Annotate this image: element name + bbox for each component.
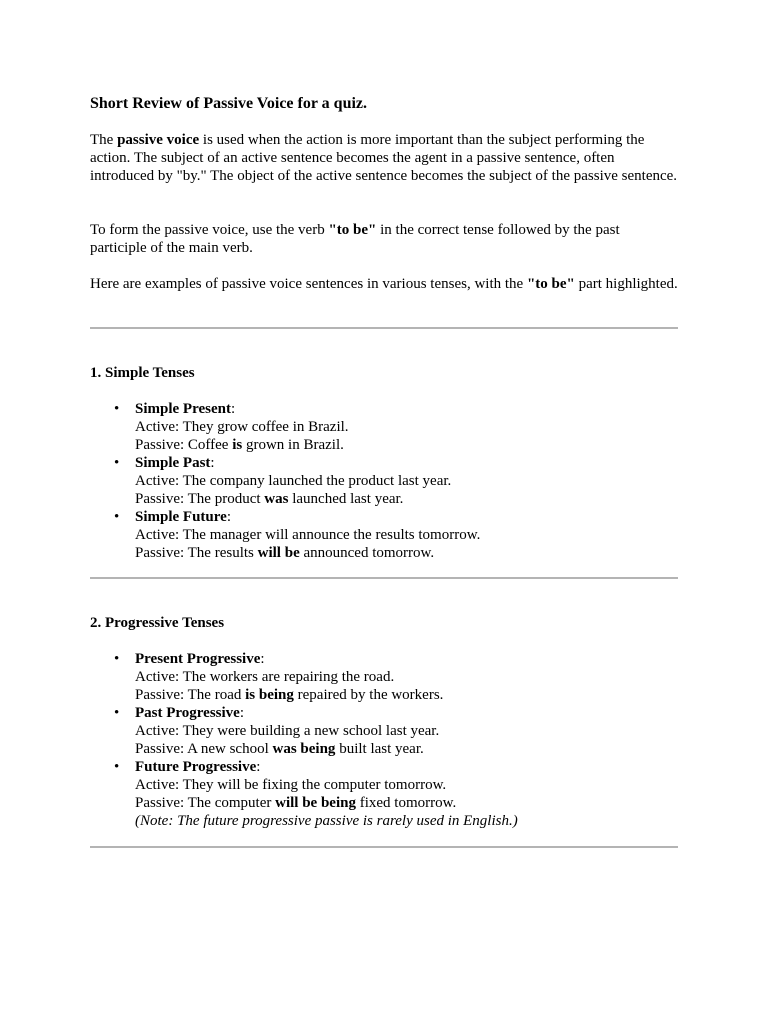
horizontal-divider xyxy=(90,327,678,329)
list-item-future-progressive xyxy=(90,758,678,830)
intro-text: Here are examples of passive voice sentences in various tenses, with the xyxy=(90,276,527,292)
passive-text: Passive: Coffee xyxy=(135,437,233,453)
intro-text: in the correct tense followed by the past participle of the main verb. xyxy=(90,222,620,256)
tense-name: Future Progressive xyxy=(135,759,257,775)
tense-name-line xyxy=(135,650,678,668)
intro-text: The xyxy=(90,132,118,148)
tense-name-line xyxy=(135,454,678,472)
term-passive-voice: passive voice xyxy=(117,132,200,148)
passive-example xyxy=(135,490,678,508)
colon: : xyxy=(256,759,261,775)
passive-example xyxy=(135,436,678,454)
bullet-icon: • xyxy=(114,401,120,417)
simple-tenses-list xyxy=(90,400,678,562)
tense-name-line xyxy=(135,758,678,776)
active-example: Active: They grow coffee in Brazil. xyxy=(135,419,349,435)
passive-example xyxy=(135,544,678,562)
to-be-highlight: will be xyxy=(257,545,300,561)
page-title: Short Review of Passive Voice for a quiz. xyxy=(90,95,368,112)
active-example: Active: They were building a new school last year. xyxy=(135,723,440,739)
section-heading-simple-tenses: 1. Simple Tenses xyxy=(90,365,195,381)
usage-note: (Note: The future progressive passive is rarely used in English.) xyxy=(135,813,518,829)
intro-text: To form the passive voice, use the verb xyxy=(90,222,329,238)
passive-text: fixed tomorrow. xyxy=(355,795,457,811)
to-be-highlight: was xyxy=(264,491,289,507)
tense-name: Simple Future xyxy=(135,509,227,525)
passive-text: Passive: The road xyxy=(135,687,246,703)
tense-name-line xyxy=(135,704,678,722)
tense-name-line xyxy=(135,400,678,418)
intro-text: is used when the action is more important than the subject performing the action. The subject of an active sentence becomes the agent in a passive sentence, often introduced by "by." The object of the active sentence becomes the subject of the passive sentence. xyxy=(90,132,678,184)
intro-paragraph-examples xyxy=(90,275,678,293)
active-example: Active: The workers are repairing the road. xyxy=(135,669,395,685)
horizontal-divider xyxy=(90,577,678,579)
passive-text: Passive: The product xyxy=(135,491,265,507)
bullet-icon: • xyxy=(114,651,120,667)
term-to-be: "to be" xyxy=(328,222,377,238)
active-example: Active: They will be fixing the computer tomorrow. xyxy=(135,777,447,793)
bullet-icon: • xyxy=(114,759,120,775)
intro-text: part highlighted. xyxy=(574,276,678,292)
passive-example xyxy=(135,686,678,704)
term-to-be: "to be" xyxy=(526,276,575,292)
list-item-simple-future xyxy=(90,508,678,562)
passive-text: repaired by the workers. xyxy=(293,687,444,703)
passive-text: built last year. xyxy=(335,741,424,757)
bullet-icon: • xyxy=(114,705,120,721)
passive-text: Passive: The computer xyxy=(135,795,276,811)
passive-text: Passive: The results xyxy=(135,545,258,561)
intro-paragraph-definition xyxy=(90,131,678,185)
colon: : xyxy=(226,509,231,525)
passive-text: grown in Brazil. xyxy=(242,437,344,453)
passive-text: Passive: A new school xyxy=(135,741,273,757)
list-item-past-progressive xyxy=(90,704,678,758)
colon: : xyxy=(230,401,236,417)
tense-name: Present Progressive xyxy=(135,651,261,667)
list-item-simple-past xyxy=(90,454,678,508)
to-be-highlight: is xyxy=(232,437,243,453)
active-example: Active: The manager will announce the results tomorrow. xyxy=(135,527,481,543)
progressive-tenses-list xyxy=(90,650,678,830)
bullet-icon: • xyxy=(114,455,120,471)
tense-name: Simple Present xyxy=(135,401,231,417)
section-heading-progressive-tenses: 2. Progressive Tenses xyxy=(90,615,225,631)
intro-paragraph-formation xyxy=(90,221,678,257)
colon: : xyxy=(210,455,215,471)
tense-name: Past Progressive xyxy=(135,705,240,721)
to-be-highlight: was being xyxy=(272,741,336,757)
colon: : xyxy=(260,651,265,667)
list-item-simple-present xyxy=(90,400,678,454)
list-item-present-progressive xyxy=(90,650,678,704)
passive-example xyxy=(135,794,678,812)
horizontal-divider xyxy=(90,846,678,848)
colon: : xyxy=(239,705,245,721)
tense-name-line xyxy=(135,508,678,526)
active-example: Active: The company launched the product last year. xyxy=(135,473,452,489)
passive-text: launched last year. xyxy=(288,491,404,507)
to-be-highlight: is being xyxy=(245,687,294,703)
passive-example xyxy=(135,740,678,758)
tense-name: Simple Past xyxy=(135,455,211,471)
passive-text: announced tomorrow. xyxy=(299,545,435,561)
bullet-icon: • xyxy=(114,509,120,525)
to-be-highlight: will be being xyxy=(275,795,356,811)
